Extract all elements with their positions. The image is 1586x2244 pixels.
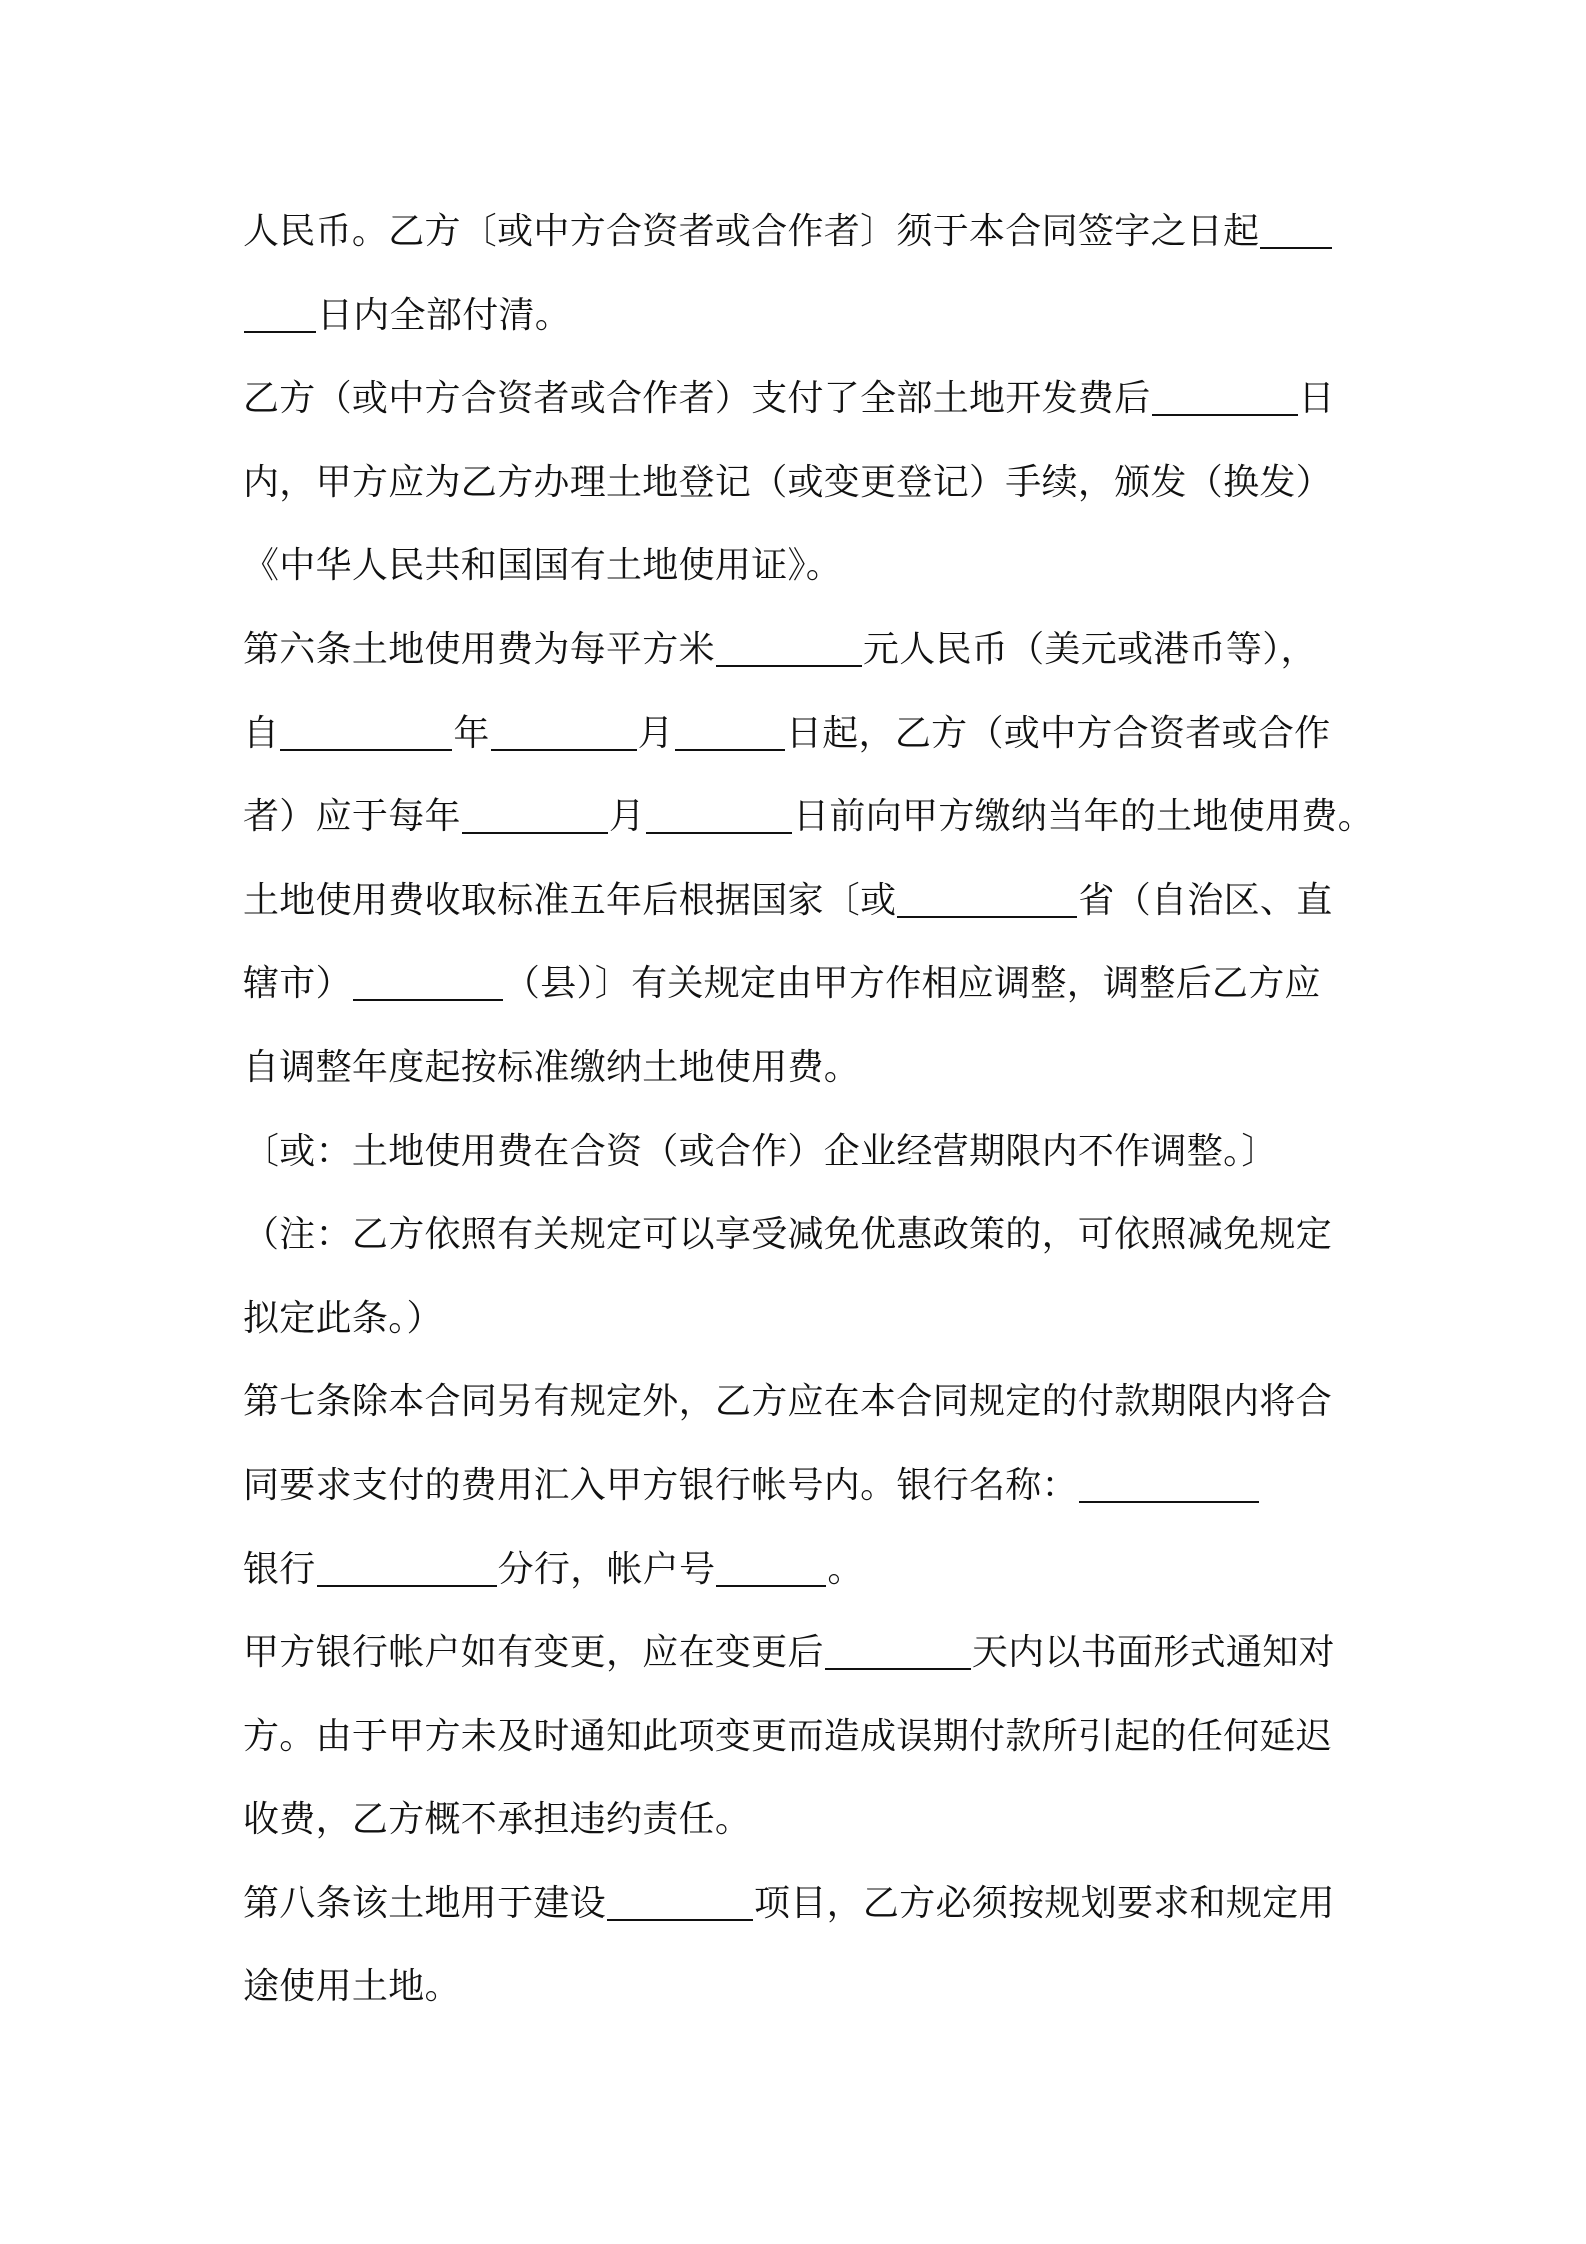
fill-in-blank [897, 916, 1077, 918]
text-segment: 〔或：土地使用费在合资（或合作）企业经营期限内不作调整。〕 [243, 1130, 1278, 1172]
fill-in-blank [716, 1585, 826, 1587]
text-segment: 年 [453, 712, 490, 754]
fill-in-blank [317, 1585, 497, 1587]
text-segment: 途使用土地。 [243, 1966, 461, 2008]
text-segment: 。 [827, 1548, 864, 1590]
text-line [243, 1611, 1363, 1695]
fill-in-blank [353, 999, 503, 1001]
text-line [243, 1360, 1363, 1444]
fill-in-blank [607, 1919, 753, 1921]
text-line [243, 1778, 1363, 1862]
text-segment: 拟定此条。） [243, 1297, 443, 1339]
text-segment: 土地使用费收取标准五年后根据国家〔或 [243, 879, 897, 921]
text-line [243, 1026, 1363, 1110]
text-segment: 月 [637, 712, 674, 754]
text-segment: 收费，乙方概不承担违约责任。 [243, 1799, 752, 1841]
text-line [243, 859, 1363, 943]
text-segment: 省（自治区、直 [1078, 879, 1333, 921]
text-segment: 第八条该土地用于建设 [243, 1882, 607, 1924]
text-segment: 第七条除本合同另有规定外，乙方应在本合同规定的付款期限内将合 [243, 1381, 1333, 1423]
text-segment: 同要求支付的费用汇入甲方银行帐号内。银行名称： [243, 1464, 1078, 1506]
text-segment: 《中华人民共和国国有土地使用证》。 [243, 545, 843, 587]
text-line [243, 524, 1363, 608]
fill-in-blank [825, 1668, 971, 1670]
text-segment: 日 [1298, 378, 1335, 420]
text-segment: 甲方银行帐户如有变更，应在变更后 [243, 1632, 824, 1674]
text-line [243, 1110, 1363, 1194]
text-segment: 元人民币（美元或港币等）， [862, 628, 1317, 670]
text-segment: 辖市） [243, 963, 352, 1005]
text-line [243, 1695, 1363, 1779]
text-segment: 人民币。乙方〔或中方合资者或合作者〕须于本合同签字之日起 [243, 211, 1260, 252]
text-segment: 者）应于每年 [243, 796, 461, 838]
text-line [243, 357, 1363, 441]
text-line [243, 1528, 1363, 1612]
text-segment: 日起，乙方（或中方合资者或合作 [785, 712, 1331, 754]
fill-in-blank [716, 665, 862, 667]
text-segment: 自 [243, 712, 280, 754]
fill-in-blank [1260, 247, 1332, 249]
text-line [243, 274, 1363, 358]
fill-in-blank [462, 832, 608, 834]
text-segment: 自调整年度起按标准缴纳土地使用费。 [243, 1046, 861, 1088]
fill-in-blank [280, 749, 452, 751]
text-segment: 日前向甲方缴纳当年的土地使用费。 [793, 796, 1374, 838]
text-segment: 月 [608, 796, 646, 838]
text-line [243, 1862, 1363, 1946]
text-segment: 分行，帐户号 [497, 1548, 716, 1590]
text-segment: 第六条土地使用费为每平方米 [243, 628, 715, 670]
text-segment: （注：乙方依照有关规定可以享受减免优惠政策的，可依照减免规定 [243, 1214, 1333, 1256]
fill-in-blank [646, 832, 792, 834]
fill-in-blank [491, 749, 637, 751]
text-segment: 内，甲方应为乙方办理土地登记（或变更登记）手续，颁发（换发） [243, 461, 1333, 503]
text-segment: 天内以书面形式通知对 [971, 1632, 1335, 1674]
text-line [243, 942, 1363, 1026]
fill-in-blank [675, 749, 785, 751]
text-line [243, 1444, 1363, 1528]
text-line [243, 1193, 1363, 1277]
text-line [243, 1277, 1363, 1361]
text-segment: 银行 [243, 1548, 316, 1590]
text-line [243, 608, 1363, 692]
text-line [243, 1945, 1363, 2029]
text-line [243, 190, 1363, 274]
text-line [243, 775, 1374, 859]
text-segment: 方。由于甲方未及时通知此项变更而造成误期付款所引起的任何延迟 [243, 1715, 1333, 1757]
text-line [243, 441, 1363, 525]
fill-in-blank [1152, 414, 1298, 416]
text-segment: 日内全部付清。 [317, 294, 572, 336]
text-line [243, 692, 1363, 776]
text-segment: （县）〕有关规定由甲方作相应调整，调整后乙方应 [503, 963, 1321, 1005]
fill-in-blank [244, 331, 316, 333]
text-segment: 乙方（或中方合资者或合作者）支付了全部土地开发费后 [243, 378, 1151, 420]
contract-text-block [243, 190, 1374, 2029]
fill-in-blank [1079, 1501, 1259, 1503]
text-segment: 项目，乙方必须按规划要求和规定用 [754, 1882, 1335, 1924]
